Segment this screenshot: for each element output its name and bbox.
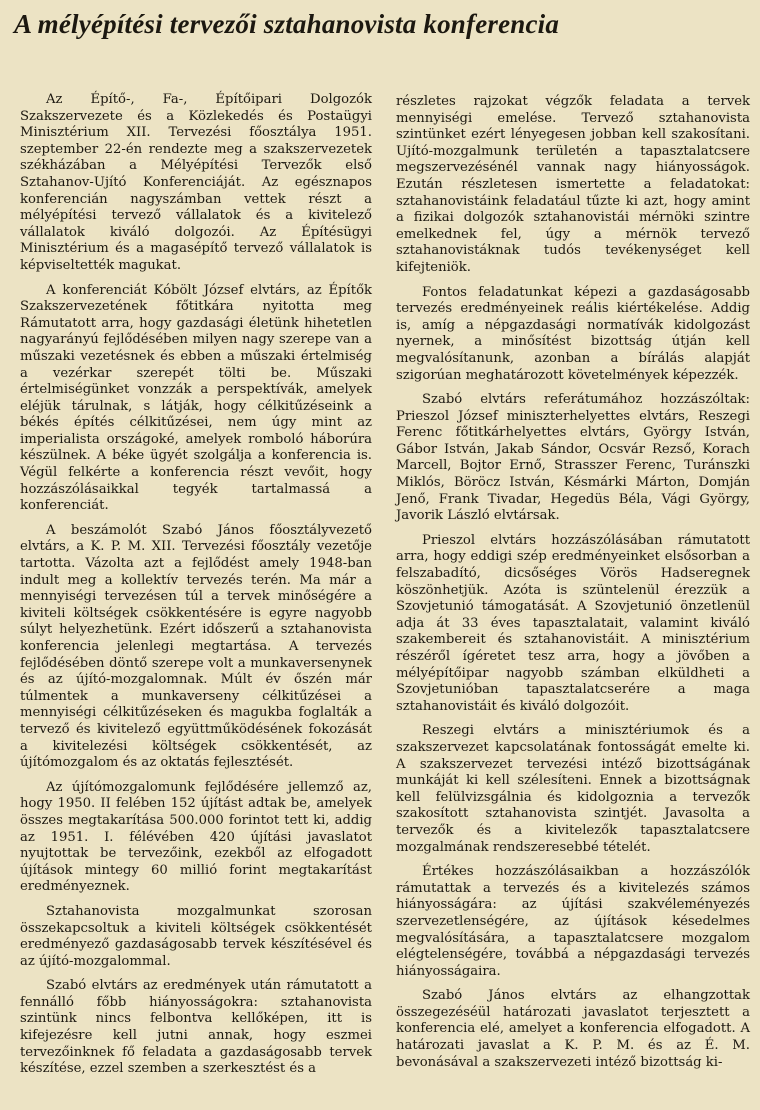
paragraph: Szabó János elvtárs az elhangzottak összegezéséül határozati javaslatot terjesztett a konferencia elé, amelyet a konferencia elfogadott. A határozati javaslat a K. P. M. és az É. M. bevonásával a szakszervezeti intéző bizottság ki- bbox=[396, 988, 750, 1070]
paragraph: Az Építő-, Fa-, Építőipari Dolgozók Szakszervezete és a Közlekedés és Postaügyi Minisztérium XII. Tervezési főosztálya 1951. szeptember 22-én rendezte meg a szakszervezetek székházában a Mélyépítési Tervezők első Sztahanov-Ujító Konferenciáját. Az egésznapos konferencián nagyszámban vettek részt a mélyépítési tervező vállalatok és a kivitelező vállalatok kiváló dolgozói. Az Építésügyi Minisztérium és a magasépítő tervező vállalatok is képviseltették magukat. bbox=[20, 92, 372, 273]
paragraph: Sztahanovista mozgalmunkat szorosan összekapcsoltuk a kiviteli költségek csökkentését eredményező gazdaságosabb tervek készítésével és az újító-mozgalommal. bbox=[20, 903, 372, 969]
paragraph: Prieszol elvtárs hozzászólásában rámutatott arra, hogy eddigi szép eredményeinket elsősorban a felszabadító, dicsőséges Vörös Hadseregnek köszönhetjük. Azóta is szüntelenül érezzük a Szovjetunió támogatását. A Szovjetunió önzetlenül adja át 33 éves tapasztalatait, valamint kiváló szakembereit és sztahanovistáit. A minisztérium részéről ígéretet tesz arra, hogy a jövőben a mélyépítőipar nagyobb számban elküldheti a Szovjetunióban tapasztalatcserére a maga sztahanovistáit és kiváló dolgozóit. bbox=[396, 532, 750, 714]
article-column-left bbox=[20, 92, 372, 1086]
paragraph: Reszegi elvtárs a minisztériumok és a szakszervezet kapcsolatának fontosságát emelte ki. A szakszervezet tervezési intéző bizottságának munkáját ki kell szélesíteni. Ennek a bizottságnak kell felülvizsgálnia és kidolgoznia a tervezők szakosított sztahanovista szintjét. Javasolta a tervezők és a kivitelezők tapasztalatcsere mozgalmának rendszeresebbé tételét. bbox=[396, 723, 750, 855]
paragraph: Szabó elvtárs referátumához hozzászóltak: Prieszol József miniszterhelyettes elvtárs, Reszegi Ferenc főtitkárhelyettes elvtárs, György István, Gábor István, Jakab Sándor, Ocsvár Rezső, Korach Marcell, Bojtor Ernő, Strasszer Ferenc, Turánszki Miklós, Böröcz István, Késmárki Márton, Domján Jenő, Frank Tivadar, Hegedüs Béla, Vági György, Javorik László elvtársak. bbox=[396, 392, 750, 524]
article-title: A mélyépítési tervezői sztahanovista konferencia bbox=[14, 9, 560, 39]
paragraph: Szabó elvtárs az eredmények után rámutatott a fennálló főbb hiányosságokra: sztahanovista szintünk nincs felbontva kellőképen, itt is kifejezésre kell jutni annak, hogy eszmei tervezőinknek fő feladata a gazdaságosabb tervek készítése, ezzel szemben a szerkesztést és a bbox=[20, 978, 372, 1077]
paragraph: A beszámolót Szabó János főosztályvezető elvtárs, a K. P. M. XII. Tervezési főosztály vezetője tartotta. Vázolta azt a fejlődést amely 1948-ban indult meg a kollektív tervezés terén. Ma már a mennyiségi tervezésen túl a tervek minőségére a kiviteli költségek csökkentésére is egyre nagyobb súlyt helyezhetünk. Ezért időszerű a sztahanovista konferencia jelenlegi megtartása. A tervezés fejlődésében döntő szerepe volt a munkaversenynek és az újító-mozgalomnak. Múlt év őszén már túlmentek a munkaverseny célkitűzései a mennyiségi célkitűzéseken és magukba foglalták a tervező és kivitelező együttműködésének fokozását a kivitelezési költségek csökkentését, az újítómozgalom és az oktatás fejlesztését. bbox=[20, 522, 372, 771]
paragraph: Az újítómozgalomunk fejlődésére jellemző az, hogy 1950. II felében 152 újítást adtak be, amelyek összes megtakarítása 500.000 forintot tett ki, addig az 1951. I. félévében 420 újítási javaslatot nyujtottak be tervezőink, ezekből az elfogadott újítások mintegy 60 millió forint megtakarítást eredményeznek. bbox=[20, 779, 372, 895]
paragraph: Fontos feladatunkat képezi a gazdaságosabb tervezés eredményeinek reális kiértékelése. Addig is, amíg a népgazdasági normatívák kidolgozást nyernek, a minősítést bizottság útján kell megvalósítanunk, azonban a bírálás alapját szigorúan meghatározott követelmények képezzék. bbox=[396, 284, 750, 383]
article-column-right bbox=[396, 94, 750, 1079]
paragraph: A konferenciát Kóbölt József elvtárs, az Építők Szakszervezetének főtitkára nyitotta meg Rámutatott arra, hogy gazdasági életünk hihetetlen nagyarányú fejlődésében milyen nagy szerepe van a műszaki vezetésnek és ebben a műszaki értelmiség a vezérkar szerepét tölti be. Műszaki értelmiségünket vonzzák a perspektívák, amelyek eléjük tárulnak, s látják, hogy célkitűzéseink a békés építés célkitűzései, nem úgy mint az imperialista országoké, amelyek romboló háborúra készülnek. A béke ügyét szolgálja a konferencia is. Végül felkérte a konferencia részt vevőit, hogy hozzászólásaikkal tegyék tartalmassá a konferenciát. bbox=[20, 282, 372, 514]
paragraph: Értékes hozzászólásaikban a hozzászólók rámutattak a tervezés és a kivitelezés számos hiányosságára: az újítási szakvéleményezés szervezetlenségére, az újítások késedelmes megvalósítására, a tapasztalatcsere mozgalom elégtelenségére, továbbá a népgazdasági tervezés hiányosságaira. bbox=[396, 864, 750, 979]
paragraph: részletes rajzokat végzők feladata a tervek mennyiségi emelése. Tervező sztahanovista szintünket ezért lényegesen jobban kell szakosítani. Ujító-mozgalmunk területén a tapasztalatcsere megszervezésénél vannak nagy hiányosságok. Ezután részletesen ismertette a feladatokat: sztahanovistáink feladatául tűzte ki azt, hogy amint a fizikai dolgozók sztahanovistái mérnöki szintre emelkednek fel, úgy a mérnök tervező sztahanovistáknak tudós tevékenységet kell kifejteniök. bbox=[396, 94, 750, 275]
